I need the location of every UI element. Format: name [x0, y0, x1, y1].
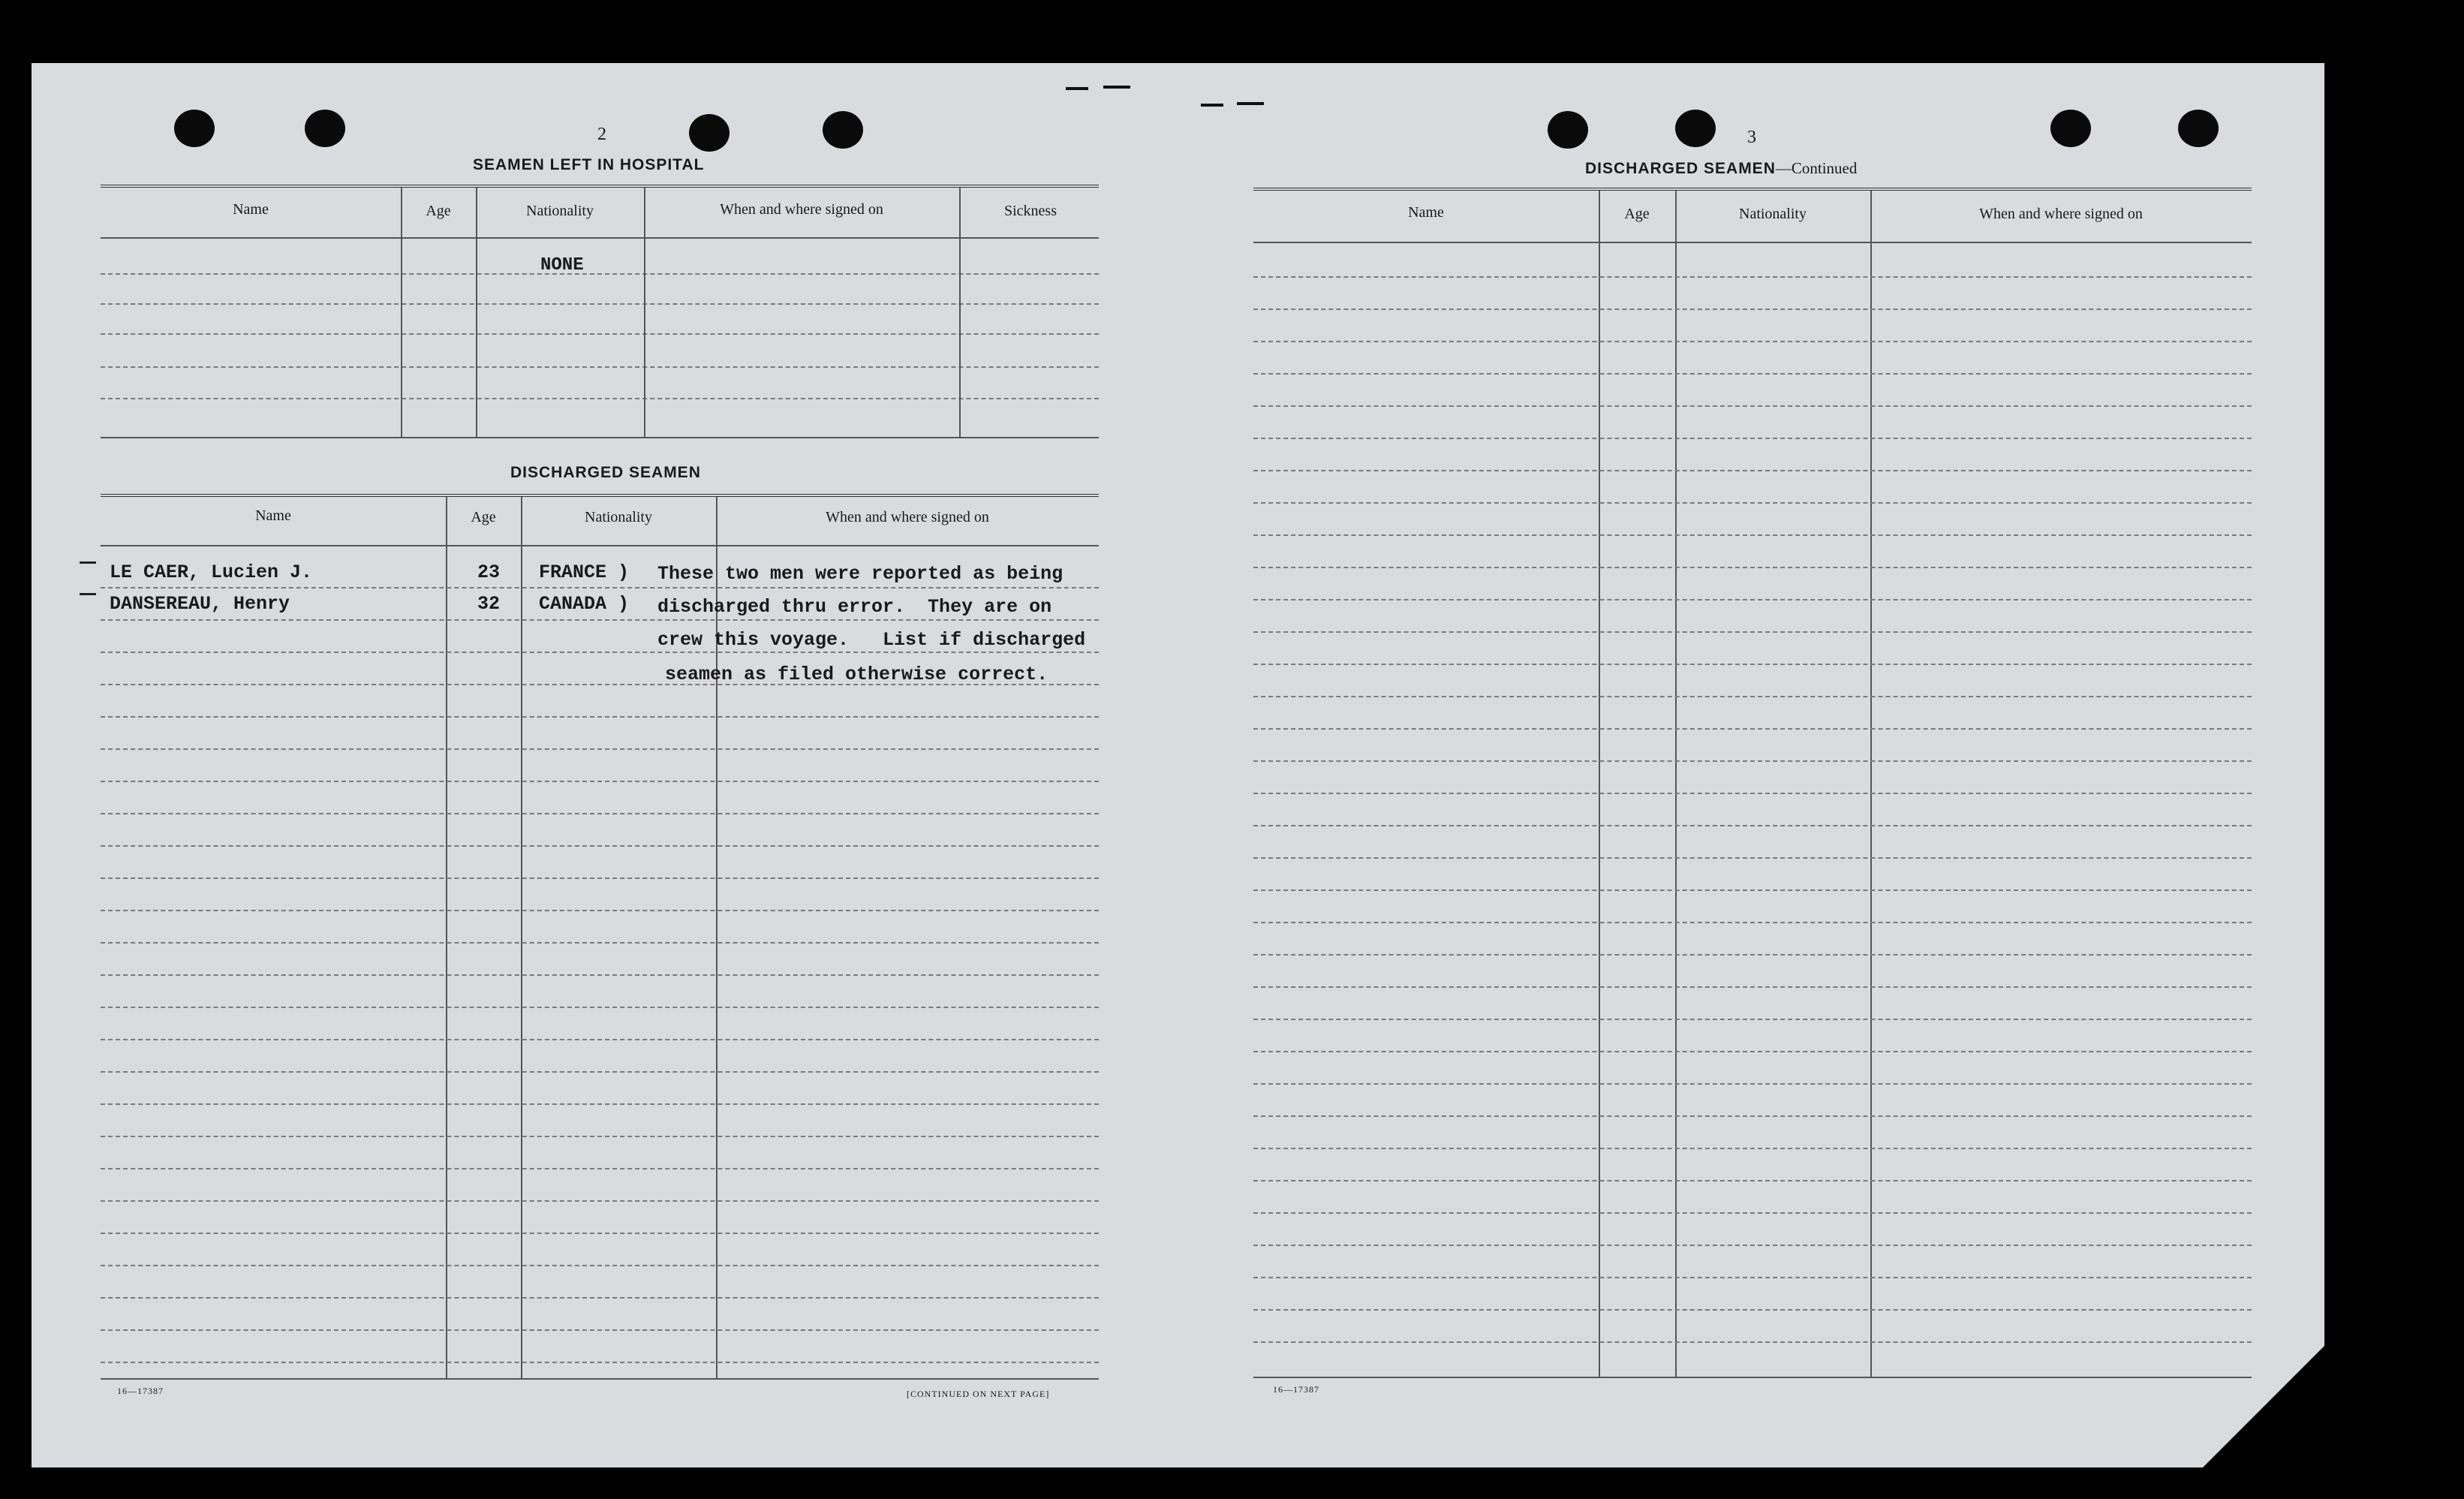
row-line [1253, 1148, 2252, 1149]
column-header-nationality: Nationality [1739, 206, 1807, 222]
form-number: 16—17387 [1273, 1384, 1319, 1395]
row-line [1253, 534, 2252, 536]
row-line [101, 942, 1099, 944]
row-line [1253, 309, 2252, 310]
row-line [101, 845, 1099, 847]
punch-hole [1675, 110, 1716, 147]
row-line [1253, 1245, 2252, 1246]
row-line [1253, 728, 2252, 730]
hospital-section-title: SEAMEN LEFT IN HOSPITAL [473, 156, 705, 173]
row-line [1253, 922, 2252, 923]
row-line [101, 1329, 1099, 1331]
column-divider [1675, 191, 1677, 1377]
column-divider [401, 188, 402, 437]
row-line [101, 1136, 1099, 1137]
torn-corner [2199, 1344, 2327, 1471]
pen-mark [1201, 104, 1223, 107]
row-line [1253, 696, 2252, 697]
row-line [101, 910, 1099, 911]
row-line [1253, 599, 2252, 601]
column-divider [476, 188, 477, 437]
seaman-nationality: CANADA ) [539, 593, 630, 615]
row-line [101, 1039, 1099, 1040]
row-line [101, 1362, 1099, 1363]
row-line [1253, 1051, 2252, 1052]
row-line [101, 716, 1099, 718]
row-line [101, 781, 1099, 782]
discharged-continued-title [1585, 159, 1857, 178]
row-line [1253, 986, 2252, 988]
row-line [101, 877, 1099, 879]
row-line [101, 1265, 1099, 1266]
row-line [1253, 1019, 2252, 1020]
column-header-signed-on: When and where signed on [1979, 206, 2143, 222]
title-suffix: —Continued [1775, 159, 1858, 177]
page-number: 2 [597, 125, 606, 144]
punch-hole [2050, 110, 2091, 147]
row-line [101, 1297, 1099, 1299]
column-divider [446, 497, 447, 1378]
page-number: 3 [1747, 128, 1756, 147]
hospital-entry: NONE [540, 255, 584, 275]
form-number: 16—17387 [117, 1386, 164, 1396]
column-divider [1870, 191, 1872, 1377]
check-mark [80, 593, 96, 595]
row-line [1253, 276, 2252, 278]
row-line [1253, 1341, 2252, 1343]
row-line [1253, 793, 2252, 794]
column-header-name: Name [255, 507, 291, 524]
row-line [1253, 567, 2252, 568]
row-line [101, 303, 1099, 305]
column-header-age: Age [1624, 206, 1650, 222]
punch-hole [1548, 111, 1588, 149]
row-line [1253, 341, 2252, 342]
column-divider [644, 188, 645, 437]
row-line [1253, 1180, 2252, 1181]
header-rule [101, 237, 1099, 239]
pen-mark [1237, 102, 1264, 105]
punch-hole [2178, 110, 2219, 147]
row-line [1253, 502, 2252, 504]
row-line [1253, 631, 2252, 633]
row-line [101, 652, 1099, 653]
discharged-section-title: DISCHARGED SEAMEN [510, 464, 701, 481]
row-line [1253, 405, 2252, 407]
remark-line: seamen as filed otherwise correct. [665, 664, 1048, 685]
row-line [1253, 857, 2252, 859]
row-line [101, 398, 1099, 399]
row-line [1253, 1277, 2252, 1278]
remark-line: discharged thru error. They are on [657, 596, 1052, 618]
pen-mark [1103, 86, 1130, 89]
table-top-rule [101, 494, 1099, 497]
row-line [101, 813, 1099, 814]
column-header-age: Age [426, 203, 451, 219]
seaman-nationality: FRANCE ) [539, 561, 630, 583]
row-line [101, 1168, 1099, 1169]
row-line [101, 366, 1099, 368]
remark-line: These two men were reported as being [657, 563, 1064, 585]
row-line [101, 1233, 1099, 1234]
column-header-nationality: Nationality [526, 203, 594, 219]
continued-note: [CONTINUED ON NEXT PAGE] [907, 1389, 1050, 1399]
pen-mark [1066, 87, 1088, 90]
row-line [1253, 954, 2252, 956]
column-header-name: Name [233, 201, 269, 218]
column-header-nationality: Nationality [585, 509, 652, 525]
column-header-signed-on: When and where signed on [826, 509, 989, 525]
punch-hole [174, 110, 215, 147]
seaman-name: DANSEREAU, Henry [110, 593, 290, 615]
header-rule [1253, 242, 2252, 243]
row-line [101, 587, 1099, 588]
row-line [101, 619, 1099, 621]
seaman-age: 32 [477, 593, 501, 615]
title-main: DISCHARGED SEAMEN [1585, 160, 1776, 177]
row-line [1253, 889, 2252, 891]
column-header-signed-on: When and where signed on [720, 201, 883, 218]
column-header-name: Name [1408, 204, 1444, 221]
punch-hole [689, 114, 730, 152]
row-line [1253, 825, 2252, 826]
remark-line: crew this voyage. List if discharged [657, 629, 1086, 651]
column-header-age: Age [471, 509, 496, 525]
row-line [1253, 373, 2252, 375]
check-mark [80, 561, 96, 564]
row-line [101, 333, 1099, 335]
column-divider [521, 497, 522, 1378]
table-top-rule [1253, 188, 2252, 191]
table-bottom-rule [101, 437, 1099, 438]
punch-hole [823, 111, 863, 149]
row-line [1253, 1083, 2252, 1085]
row-line [1253, 438, 2252, 439]
column-header-sickness: Sickness [1004, 203, 1057, 219]
row-line [101, 974, 1099, 976]
header-rule [101, 545, 1099, 546]
table-bottom-rule [1253, 1377, 2252, 1378]
row-line [101, 748, 1099, 750]
seaman-name: LE CAER, Lucien J. [110, 561, 313, 583]
table-top-rule [101, 185, 1099, 188]
row-line [1253, 1309, 2252, 1311]
row-line [1253, 1212, 2252, 1214]
column-divider [1599, 191, 1600, 1377]
row-line [101, 1007, 1099, 1008]
seaman-age: 23 [477, 561, 501, 583]
row-line [101, 1103, 1099, 1105]
table-bottom-rule [101, 1378, 1099, 1380]
row-line [1253, 664, 2252, 665]
row-line [101, 273, 1099, 275]
row-line [101, 1071, 1099, 1073]
row-line [1253, 1115, 2252, 1117]
row-line [101, 1200, 1099, 1202]
row-line [1253, 760, 2252, 762]
row-line [1253, 470, 2252, 471]
punch-hole [305, 110, 345, 147]
column-divider [959, 188, 961, 437]
